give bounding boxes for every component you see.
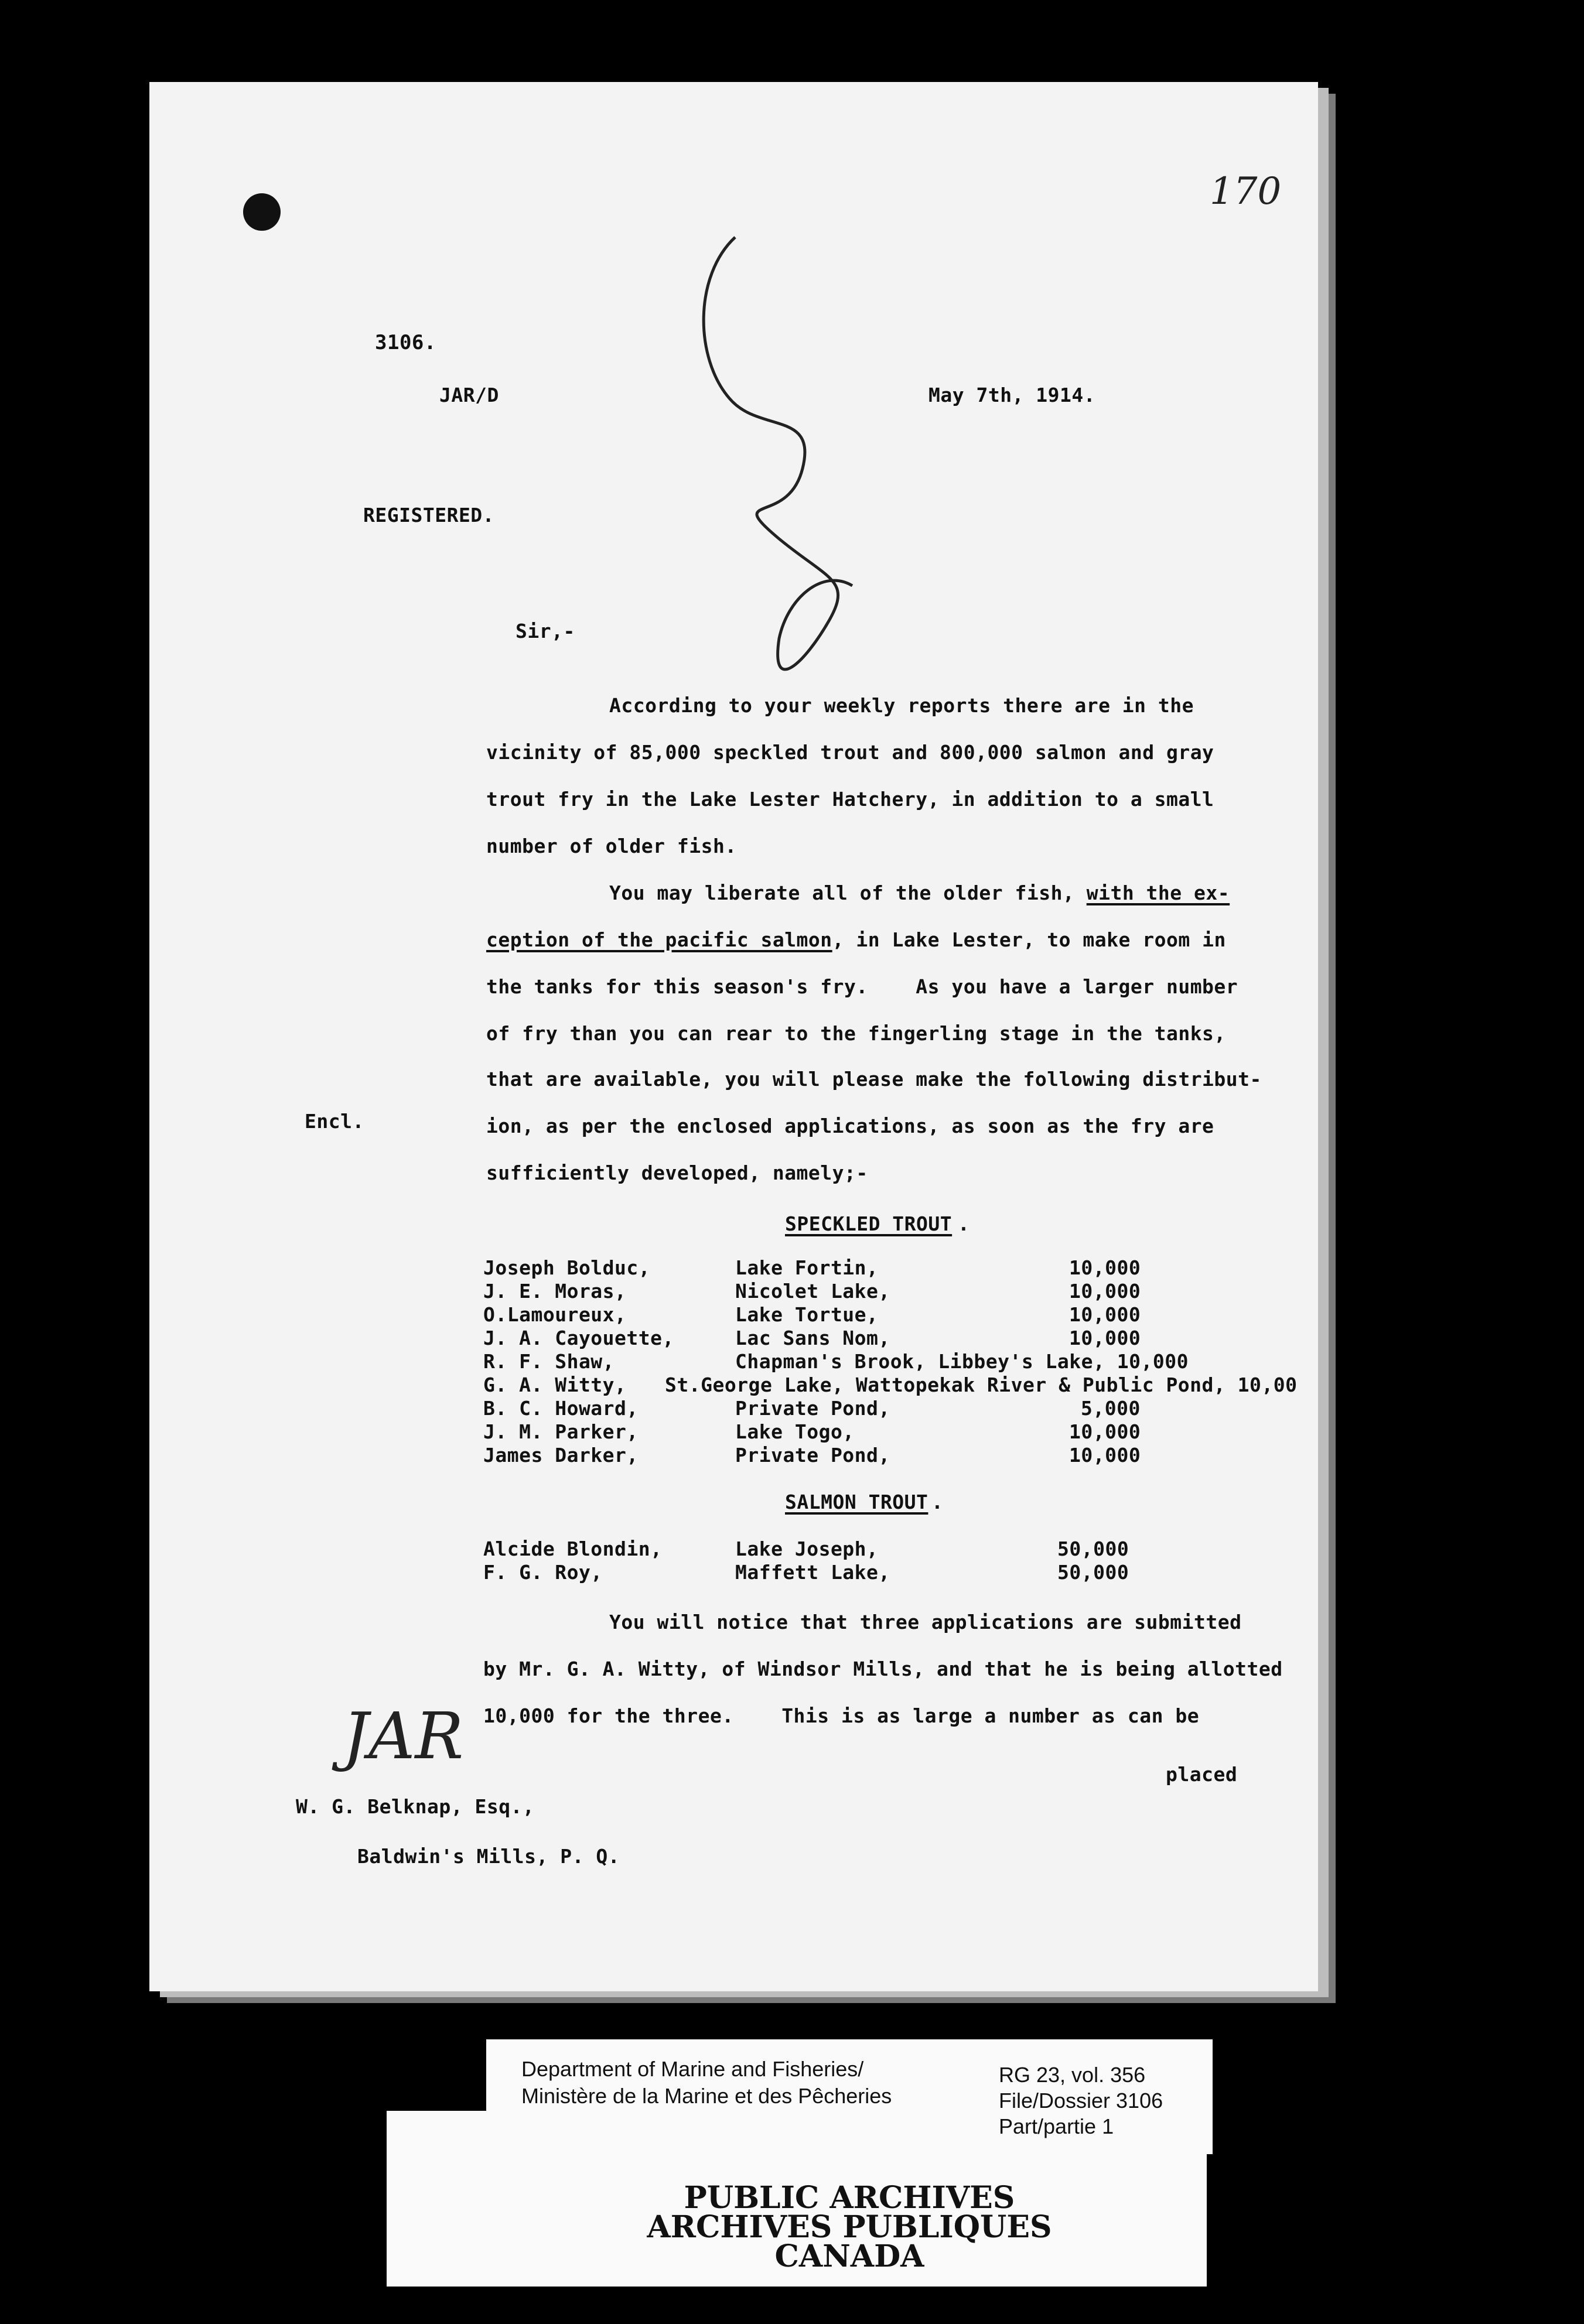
list-item: Joseph Bolduc, Lake Fortin, 10,000 [483, 1256, 1141, 1279]
salutation: Sir,- [516, 620, 575, 642]
body-line: vicinity of 85,000 speckled trout and 800,000 salmon and gray [486, 741, 1214, 764]
addressee-name: W. G. Belknap, Esq., [296, 1795, 535, 1818]
list-item: J. E. Moras, Nicolet Lake, 10,000 [483, 1280, 1141, 1303]
department-fr: Ministère de la Marine et des Pêcheries [521, 2084, 892, 2108]
body-line: the tanks for this season's fry. As you have a larger number [486, 975, 1238, 998]
underlined-text: with the ex- [1086, 881, 1230, 904]
registered-mark: REGISTERED. [363, 504, 495, 527]
body-line: that are available, you will please make the following distribut- [486, 1068, 1262, 1091]
body-line: You will notice that three applications are submitted [609, 1611, 1242, 1633]
body-line: trout fry in the Lake Lester Hatchery, in addition to a small [486, 788, 1214, 811]
archive-stamp-line: CANADA [774, 2238, 924, 2274]
addressee-place: Baldwin's Mills, P. Q. [357, 1845, 620, 1868]
body-line: ion, as per the enclosed applications, as soon as the fry are [486, 1115, 1214, 1137]
reference-code: JAR/D [439, 384, 499, 406]
file-number: 3106. [375, 331, 436, 354]
list-item: G. A. Witty, St.George Lake, Wattopekak River & Public Pond, 10,00 [483, 1373, 1298, 1396]
underlined-text: ception of the pacific salmon [486, 928, 832, 951]
body-line: According to your weekly reports there are in the [609, 694, 1194, 717]
list-item: B. C. Howard, Private Pond, 5,000 [483, 1397, 1141, 1420]
list-item: J. M. Parker, Lake Togo, 10,000 [483, 1420, 1141, 1443]
letter-date: May 7th, 1914. [928, 384, 1096, 406]
handwritten-initials: JAR [343, 1698, 464, 1773]
archive-ref-part: Part/partie 1 [999, 2114, 1114, 2138]
list-item: James Darker, Private Pond, 10,000 [483, 1444, 1141, 1467]
list-item: R. F. Shaw, Chapman's Brook, Libbey's Lake, 10,000 [483, 1350, 1189, 1373]
list-item: O.Lamoureux, Lake Tortue, 10,000 [483, 1303, 1141, 1326]
enclosure-note: Encl. [305, 1110, 364, 1133]
page-number: 170 [1210, 170, 1282, 213]
body-line: sufficiently developed, namely;- [486, 1161, 868, 1184]
body-line: of fry than you can rear to the fingerling stage in the tanks, [486, 1022, 1226, 1045]
department-en: Department of Marine and Fisheries/ [521, 2057, 864, 2081]
list-item: J. A. Cayouette, Lac Sans Nom, 10,000 [483, 1327, 1141, 1349]
archive-ref-rg: RG 23, vol. 356 [999, 2063, 1146, 2087]
list-item: Alcide Blondin, Lake Joseph, 50,000 [483, 1537, 1129, 1560]
section-heading-salmon: SALMON TROUT [785, 1491, 928, 1513]
archive-stamp-line: ARCHIVES PUBLIQUES [647, 2209, 1052, 2245]
archive-ref-file: File/Dossier 3106 [999, 2089, 1163, 2113]
section-heading-speckled: SPECKLED TROUT [785, 1212, 953, 1235]
body-line: by Mr. G. A. Witty, of Windsor Mills, and that he is being allotted [483, 1657, 1283, 1680]
list-item: F. G. Roy, Maffett Lake, 50,000 [483, 1561, 1129, 1584]
continuation-word: placed [1166, 1763, 1238, 1786]
body-line: You may liberate all of the older fish, with the ex- [609, 881, 1230, 904]
body-line: number of older fish. [486, 835, 737, 857]
body-line: 10,000 for the three. This is as large a number as can be [483, 1704, 1200, 1727]
archive-stamp-line: PUBLIC ARCHIVES [684, 2180, 1015, 2216]
letter-page: 170 3106. JAR/D May 7th, 1914. REGISTERED. Sir,- According to your weekly reports there are in the vicinity of 85,000 speckled trout and 800,000 salmon and gray trout fry in the Lake Lester Hatchery, in addition to a small number of older fish. You may liberate all of the older fish, with the ex- ception of the pacific salmon, in Lake Lester, to make room in the tanks for this season's fry. As you have a larger number of fry than you can rear to the fingerling stage in the tanks, that are available, you will please make the following distribut- ion, as per the enclosed applications, as soon as the fry are sufficiently developed, namely;- Encl. SPECKLED TROUT . Joseph Bolduc, Lake Fortin, 10,000 J. E. Moras, Nicolet Lake, 10,000 O.Lamoureux, Lake Tortue, 10,000 J. A. Cayouette, Lac Sans Nom, 10,000 R. F. Shaw, Chapman's Brook, Libbey's Lake, 10,000 G. A. Witty, St.George Lake, Wattopekak River & Public Pond, 10,00 B. C. Howard, Private Pond, 5,000 J. M. Parker, Lake Togo, 10,000 James Darker, Private Pond, 10,000 SALMON TROUT . Alcide Blondin, Lake Joseph, 50,000 F. G. Roy, Maffett Lake, 50,000 You will notice that three applications are submitted by Mr. G. A. Witty, of Windsor Mills, and that he is being allotted 10,000 for the three. This is as large a number as can be placed JAR W. G. Belknap, Esq., Baldwin's Mills, P. Q. [149, 82, 1318, 1991]
body-line: ception of the pacific salmon, in Lake Lester, to make room in [486, 928, 1226, 951]
